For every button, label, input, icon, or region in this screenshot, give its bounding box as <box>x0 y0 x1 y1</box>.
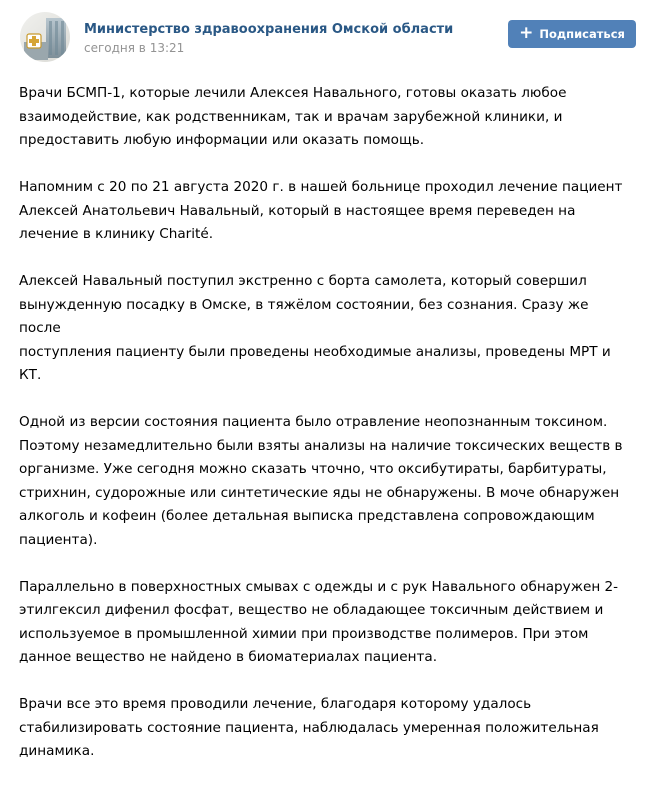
avatar[interactable] <box>20 12 70 62</box>
avatar-image <box>20 12 70 62</box>
subscribe-label: Подписаться <box>539 27 625 41</box>
post-body <box>19 82 631 787</box>
author-name[interactable]: Министерство здравоохранения Омской области <box>84 22 454 37</box>
post-paragraph: Одной из версии состояния пациента было отравление неопознанным токсином. Поэтому незамедлительно были взяты анализы на наличие токсических веществ в организме. Уже сегодня можно сказать чточно, что оксибутираты, барбитураты, стрихнин, судорожные или синтетические яды не обнаружены. В моче обнаружен алкоголь и кофеин (более детальная выписка представлена сопровождающим пациента). <box>19 414 623 548</box>
plus-icon: + <box>519 23 534 43</box>
post-paragraph: Алексей Навальный поступил экстренно с борта самолета, который совершил вынужденную посадку в Омске, в тяжёлом состоянии, без сознания. Сразу же после поступления пациенту были проведены необходимые анализы, проведены МРТ и КТ. <box>19 273 611 383</box>
post-header <box>0 0 646 70</box>
post-paragraph: Врачи БСМП-1, которые лечили Алексея Навального, готовы оказать любое взаимодействие, как родственникам, так и врачам зарубежной клиники, и предоставить любую информации или оказать помощь. <box>19 85 567 148</box>
post-paragraph: Напомним с 20 по 21 августа 2020 г. в нашей больнице проходил лечение пациент Алексей Анатольевич Навальный, который в настоящее время переведен на лечение в клинику Charité. <box>19 179 623 242</box>
subscribe-button[interactable] <box>508 20 636 48</box>
post-paragraph: Параллельно в поверхностных смывах с одежды и с рук Навального обнаружен 2- этилгексил дифенил фосфат, вещество не обладающее токсичным действием и используемое в промышленной химии при производстве полимеров. При этом данное вещество не найдено в биоматериалах пациента. <box>19 578 619 665</box>
post-date[interactable]: сегодня в 13:21 <box>84 41 185 55</box>
post-paragraph: Врачи все это время проводили лечение, благодаря которому удалось стабилизировать состояние пациента, наблюдалась умеренная положительная динамика. <box>19 696 599 759</box>
